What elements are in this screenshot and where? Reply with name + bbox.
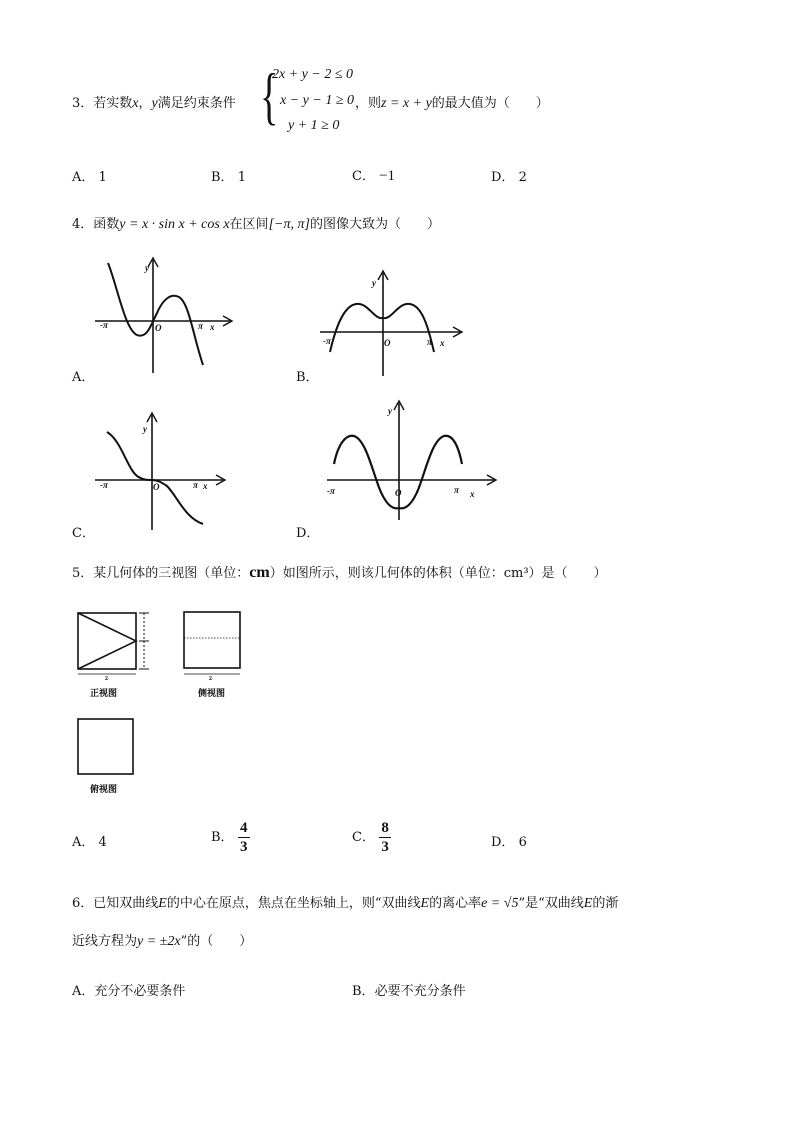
q5-text-b: ）如图所示，则该几何体的体积（单位：cm³）是（ ） <box>269 566 607 581</box>
q4b-y-label: y <box>372 278 376 288</box>
q4a-x-label: x <box>210 322 215 332</box>
q3-text-a: 若实数 <box>93 96 133 111</box>
q3-text-c: ，则 <box>355 96 382 111</box>
q5-stem <box>72 562 607 582</box>
q5-option-a-label: A． <box>72 835 95 850</box>
q6-option-a-value: 充分不必要条件 <box>94 984 186 999</box>
q3-option-b-label: B． <box>211 170 234 185</box>
q3-option-d-value: 2 <box>518 170 527 185</box>
q4-graph-a <box>95 255 235 375</box>
q4-graph-b <box>320 270 465 380</box>
q3-constraint-2: x − y − 1 ≥ 0 <box>280 93 355 108</box>
q6-text-e: 的渐 <box>592 896 619 911</box>
q5-option-c-num: 8 <box>381 820 389 836</box>
q3-option-c-label: C． <box>352 169 375 184</box>
q4-option-c[interactable]: C． <box>72 526 95 541</box>
q5-text-a: 某几何体的三视图（单位： <box>93 566 250 581</box>
q3-text-d: 的最大值为（ ） <box>431 96 549 111</box>
q4-number: 4． <box>72 217 94 232</box>
q5-option-b-den: 3 <box>239 839 248 855</box>
q5-top-view <box>76 716 138 778</box>
q6-stem-line1 <box>72 892 618 912</box>
q5-option-b[interactable] <box>211 820 250 855</box>
q3-option-c[interactable] <box>352 165 395 185</box>
q5-option-c[interactable] <box>352 820 391 855</box>
q4b-pi-label: π <box>427 337 432 347</box>
q5-option-b-num: 4 <box>239 820 248 836</box>
q4-stem <box>72 213 440 233</box>
q4b-x-label: x <box>440 338 445 348</box>
q5-side-caption: 侧视图 <box>198 689 226 699</box>
q6-option-b[interactable] <box>352 980 466 999</box>
q6-option-a[interactable] <box>72 980 185 999</box>
q4d-y-label: y <box>388 406 392 416</box>
q3-z-expr: z = x + y <box>381 96 432 111</box>
q6-text-a: 已知双曲线 <box>93 896 159 911</box>
q5-option-d-value: 6 <box>518 835 527 850</box>
q3-stem <box>72 92 236 112</box>
q6-line2-a: 近线方程为 <box>72 934 138 949</box>
q3-brace: { <box>260 60 279 131</box>
q6-stem-line2 <box>72 930 252 950</box>
q5-unit: cm <box>249 564 270 581</box>
q4a-pi-label: π <box>198 321 203 331</box>
q3-option-d-label: D． <box>491 170 515 185</box>
q4a-y-label: y <box>145 263 149 273</box>
q5-top-caption: 俯视图 <box>90 785 118 795</box>
q3-number: 3． <box>72 96 94 111</box>
q3-option-c-value: −1 <box>379 168 396 184</box>
q6-text-d: ”是“双曲线 <box>518 896 584 911</box>
q6-ecc: e = √5 <box>481 896 519 911</box>
q4-interval: [−π, π] <box>268 217 310 232</box>
q3-option-a-label: A． <box>72 170 95 185</box>
q4c-pi-label: π <box>193 480 198 490</box>
q3-var-y: y <box>151 96 158 111</box>
q6-number: 6． <box>72 896 94 911</box>
q5-side-view <box>182 610 247 690</box>
q6-option-a-label: A． <box>72 984 95 999</box>
q4a-origin-label: O <box>155 323 162 333</box>
q3-option-a[interactable] <box>72 166 107 185</box>
q4-option-b[interactable]: B． <box>296 370 319 385</box>
q3-option-b-value: 1 <box>237 170 246 185</box>
q6-text-c: 的离心率 <box>429 896 482 911</box>
q5-option-c-label: C． <box>352 830 375 845</box>
q5-option-b-fraction <box>238 820 250 855</box>
q5-option-b-label: B． <box>211 830 234 845</box>
q3-text-b: 满足约束条件 <box>157 96 236 111</box>
q4d-x-label: x <box>470 489 475 499</box>
q6-text-b: 的中心在原点，焦点在坐标轴上，则“双曲线 <box>166 896 421 911</box>
q6-option-b-label: B． <box>352 984 375 999</box>
q5-front-dim: 2 <box>105 676 108 682</box>
q4a-neg-pi-label: -π <box>100 320 108 330</box>
q4d-neg-pi-label: -π <box>327 486 335 496</box>
q6-asym: y = ±2x <box>137 934 181 949</box>
q3-stem-tail <box>355 92 549 112</box>
q4d-pi-label: π <box>454 485 459 495</box>
q3-var-x: x <box>132 96 139 111</box>
q4-option-d[interactable]: D． <box>296 526 320 541</box>
q6-E-3: E <box>583 896 593 911</box>
q4-func: y = x · sin x + cos x <box>119 217 230 232</box>
q5-option-d[interactable] <box>491 831 527 850</box>
q4d-origin-label: O <box>395 488 402 498</box>
q5-front-view <box>76 610 156 690</box>
q5-option-c-fraction <box>379 820 391 855</box>
q4-text-c: 的图像大致为（ ） <box>309 217 440 232</box>
q4c-origin-label: O <box>153 482 160 492</box>
q4c-neg-pi-label: -π <box>100 480 108 490</box>
q4-graph-c <box>95 410 230 532</box>
q6-line2-b: ”的（ ） <box>180 934 253 949</box>
q4b-neg-pi-label: -π <box>323 336 331 346</box>
q4c-y-label: y <box>143 424 147 434</box>
q4-option-a[interactable]: A． <box>72 370 95 385</box>
q6-option-b-value: 必要不充分条件 <box>374 984 466 999</box>
q5-option-a[interactable] <box>72 831 107 850</box>
q4-text-b: 在区间 <box>229 217 269 232</box>
q3-option-b[interactable] <box>211 166 246 185</box>
q3-option-d[interactable] <box>491 166 527 185</box>
q6-E-2: E <box>420 896 430 911</box>
q5-front-caption: 正视图 <box>90 689 118 699</box>
q3-option-a-value: 1 <box>98 170 107 185</box>
q5-side-dim: 2 <box>209 676 212 682</box>
q5-number: 5． <box>72 566 94 581</box>
q3-constraint-1: 2x + y − 2 ≤ 0 <box>272 67 354 82</box>
q5-option-a-value: 4 <box>98 835 107 850</box>
q4b-origin-label: O <box>384 338 391 348</box>
q4-graph-d <box>322 400 502 524</box>
q5-option-c-den: 3 <box>381 839 389 855</box>
q4c-x-label: x <box>203 481 208 491</box>
q6-E-1: E <box>158 896 167 911</box>
q3-constraint-3: y + 1 ≥ 0 <box>288 118 340 133</box>
q4-text-a: 函数 <box>93 217 120 232</box>
q3-sep: ， <box>138 96 152 111</box>
q5-option-d-label: D． <box>491 835 515 850</box>
